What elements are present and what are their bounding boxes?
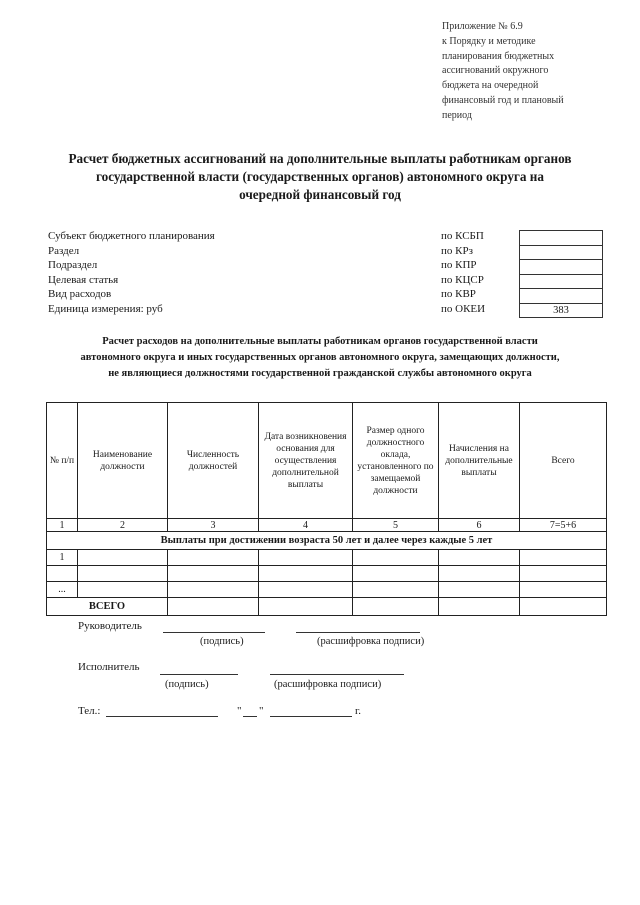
requisite-code: по КПР <box>441 259 477 272</box>
total-cell[interactable] <box>259 598 353 616</box>
phone-line[interactable] <box>106 716 218 717</box>
table-cell[interactable] <box>353 550 439 566</box>
subtitle-line: не являющиеся должностями государственной гражданской службы автономного округа <box>108 368 532 379</box>
column-header: Численность должностей <box>168 403 259 519</box>
appendix-line: Приложение № 6.9 <box>442 21 523 32</box>
table-cell[interactable] <box>353 566 439 582</box>
requisite-value-cell[interactable] <box>519 230 603 245</box>
column-number: 3 <box>168 519 259 532</box>
head-decoding-line[interactable] <box>296 632 420 633</box>
requisite-value-cell[interactable] <box>519 274 603 289</box>
date-quote-close: " <box>259 705 264 717</box>
table-subtitle <box>30 334 610 382</box>
requisite-value-cell[interactable] <box>519 245 603 260</box>
table-cell[interactable] <box>78 566 168 582</box>
requisite-code: по ОКЕИ <box>441 302 486 315</box>
total-cell[interactable] <box>520 598 607 616</box>
column-number: 4 <box>259 519 353 532</box>
total-cell[interactable] <box>353 598 439 616</box>
table-cell: ... <box>47 582 78 598</box>
appendix-line: период <box>442 109 472 121</box>
subtitle-line: автономного округа и иных государственных органов автономного округа, замещающих должности, <box>80 352 560 363</box>
table-row <box>47 550 607 566</box>
table-cell[interactable] <box>259 582 353 598</box>
requisite-row <box>48 303 608 318</box>
signature-hint: (подпись) <box>165 679 209 690</box>
requisite-value-cell[interactable]: 383 <box>519 303 603 318</box>
requisite-row <box>48 245 608 260</box>
column-header: Начисления на дополнительные выплаты <box>439 403 520 519</box>
column-header: Наименование должности <box>78 403 168 519</box>
head-label: Руководитель <box>78 620 142 632</box>
year-suffix: г. <box>355 705 362 717</box>
column-number: 5 <box>353 519 439 532</box>
requisite-code: по КЦСР <box>441 273 484 286</box>
column-number-row <box>47 519 607 532</box>
requisite-row <box>48 259 608 274</box>
column-number: 2 <box>78 519 168 532</box>
requisite-row <box>48 288 608 303</box>
head-signature-line[interactable] <box>163 632 265 633</box>
appendix-line: планирования бюджетных <box>442 50 555 62</box>
executor-decoding-line[interactable] <box>270 674 404 675</box>
title-line: очередной финансовый год <box>239 187 401 202</box>
total-cell[interactable] <box>168 598 259 616</box>
requisite-row <box>48 274 608 289</box>
table-cell[interactable] <box>259 550 353 566</box>
table-cell <box>47 566 78 582</box>
table-cell[interactable] <box>520 566 607 582</box>
requisite-label: Раздел <box>48 244 80 257</box>
appendix-line: ассигнований окружного <box>442 65 549 77</box>
requisite-value-cell[interactable] <box>519 259 603 274</box>
column-header: Размер одного должностного оклада, установленного по замещаемой должности <box>353 403 439 519</box>
requisite-value-cell[interactable] <box>519 288 603 303</box>
total-label: ВСЕГО <box>47 598 168 616</box>
column-header: № п/п <box>47 403 78 519</box>
requisites-block <box>48 230 608 318</box>
table-row <box>47 566 607 582</box>
requisite-code: по КРз <box>441 244 473 257</box>
phone-label: Тел.: <box>78 705 101 717</box>
decoding-hint: (расшифровка подписи) <box>274 679 382 690</box>
requisite-code: по КВР <box>441 288 476 301</box>
total-row <box>47 598 607 616</box>
table-header-row <box>47 403 607 519</box>
decoding-hint: (расшифровка подписи) <box>317 636 425 647</box>
table-cell[interactable] <box>520 582 607 598</box>
column-header: Всего <box>520 403 607 519</box>
table-cell[interactable] <box>168 550 259 566</box>
calculation-table <box>46 402 607 616</box>
section-row <box>47 532 607 550</box>
column-number: 1 <box>47 519 78 532</box>
table-cell[interactable] <box>259 566 353 582</box>
appendix-note <box>442 20 602 124</box>
requisite-label: Субъект бюджетного планирования <box>48 230 215 242</box>
table-cell[interactable] <box>353 582 439 598</box>
table-cell[interactable] <box>439 566 520 582</box>
appendix-line: бюджета на очередной <box>442 80 539 92</box>
executor-label: Исполнитель <box>78 661 140 673</box>
total-cell[interactable] <box>439 598 520 616</box>
date-quote-open: " <box>237 705 242 717</box>
table-cell[interactable] <box>168 582 259 598</box>
table-row <box>47 582 607 598</box>
signature-hint: (подпись) <box>200 636 244 647</box>
executor-signature-line[interactable] <box>160 674 238 675</box>
table-cell[interactable] <box>439 550 520 566</box>
section-title: Выплаты при достижении возраста 50 лет и далее через каждые 5 лет <box>47 532 607 550</box>
appendix-line: финансовый год и плановый <box>442 94 564 106</box>
appendix-line: к Порядку и методике <box>442 35 536 47</box>
requisite-label: Подраздел <box>48 259 98 272</box>
requisite-code: по КСБП <box>441 230 484 242</box>
requisite-label: Целевая статья <box>48 273 119 286</box>
table-cell[interactable] <box>520 550 607 566</box>
column-number: 6 <box>439 519 520 532</box>
table-cell[interactable] <box>78 582 168 598</box>
date-day-line[interactable] <box>243 716 257 717</box>
column-number: 7=5+6 <box>520 519 607 532</box>
title-line: Расчет бюджетных ассигнований на дополнительные выплаты работникам органов <box>68 151 572 166</box>
column-header: Дата возникновения основания для осуществления дополнительной выплаты <box>259 403 353 519</box>
requisite-label: Единица измерения: руб <box>48 302 163 315</box>
title-line: государственной власти (государственных органов) автономного округа на <box>96 169 544 184</box>
table-cell: 1 <box>47 550 78 566</box>
date-month-line[interactable] <box>270 716 352 717</box>
table-cell[interactable] <box>439 582 520 598</box>
document-title <box>30 150 610 204</box>
requisite-label: Вид расходов <box>48 288 112 301</box>
requisite-row <box>48 230 608 245</box>
subtitle-line: Расчет расходов на дополнительные выплаты работникам органов государственной власти <box>102 336 538 347</box>
table-cell[interactable] <box>168 566 259 582</box>
table-cell[interactable] <box>78 550 168 566</box>
